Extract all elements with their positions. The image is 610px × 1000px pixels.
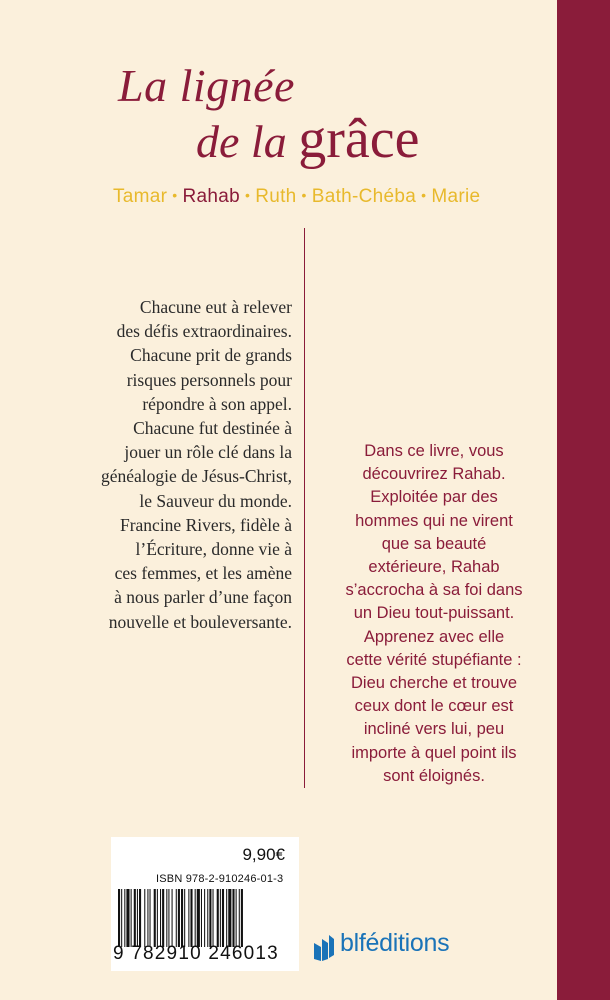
text-line: extérieure, Rahab xyxy=(368,558,500,577)
text-line: cette vérité stupéfiante : xyxy=(346,650,522,669)
barcode-bar xyxy=(190,889,192,947)
text-line: le Sauveur du monde. xyxy=(139,490,292,511)
text-line: Dieu cherche et trouve xyxy=(350,674,517,693)
barcode-bar xyxy=(209,889,211,947)
barcode-panel xyxy=(111,837,299,971)
barcode-bar xyxy=(137,889,138,947)
series-name: Ruth xyxy=(255,186,297,207)
barcode-bar xyxy=(124,889,125,947)
barcode-bar xyxy=(222,889,224,947)
text-line: ces femmes, et les amène xyxy=(114,563,292,584)
spine-band xyxy=(557,0,610,1000)
barcode-bar xyxy=(172,889,173,947)
barcode-bar xyxy=(150,889,151,947)
barcode-bar xyxy=(144,889,145,947)
separator-bullet: • xyxy=(421,187,427,203)
text-line: Francine Rivers, fidèle à xyxy=(119,514,292,535)
text-line: sont éloignés. xyxy=(383,766,485,785)
title-emphasis: grâce xyxy=(298,108,420,170)
book-title xyxy=(0,55,557,170)
barcode-bar xyxy=(228,889,231,947)
text-line: l’Écriture, donne vie à xyxy=(135,539,292,560)
text-line: Exploitée par des xyxy=(370,488,498,507)
barcode xyxy=(117,889,293,947)
barcode-bar xyxy=(131,889,132,947)
text-line: nouvelle et bouleversante. xyxy=(108,611,292,632)
text-line: généalogie de Jésus-Christ, xyxy=(101,466,292,487)
barcode-bar xyxy=(226,889,227,947)
barcode-bar xyxy=(232,889,234,947)
barcode-bar xyxy=(204,889,205,947)
barcode-bar xyxy=(126,889,129,947)
barcode-bar xyxy=(118,889,120,947)
series-name: Marie xyxy=(431,186,481,207)
barcode-bar xyxy=(181,889,183,947)
book-description xyxy=(318,440,550,788)
barcode-bar xyxy=(236,889,237,947)
barcode-bar xyxy=(134,889,136,947)
series-names xyxy=(113,186,533,208)
text-line: découvrirez Rahab. xyxy=(362,465,506,484)
barcode-bar xyxy=(197,889,200,947)
publisher-name: blféditions xyxy=(340,929,450,957)
text-line: jouer un rôle clé dans la xyxy=(124,442,292,463)
price: 9,90€ xyxy=(242,845,285,864)
barcode-bar xyxy=(207,889,208,947)
text-line: un Dieu tout-puissant. xyxy=(353,604,515,623)
barcode-bar xyxy=(239,889,240,947)
series-description xyxy=(60,295,292,634)
barcode-bar xyxy=(166,889,167,947)
title-line-2-prefix: de la xyxy=(196,116,287,167)
text-line: des défis extraordinaires. xyxy=(116,321,292,342)
barcode-bar xyxy=(178,889,180,947)
separator-bullet: • xyxy=(301,187,307,203)
barcode-digits: 9 782910 246013 xyxy=(113,943,279,964)
barcode-bar xyxy=(168,889,169,947)
barcode-bar xyxy=(188,889,189,947)
isbn-label: ISBN 978-2-910246-01-3 xyxy=(156,873,284,885)
barcode-bar xyxy=(157,889,158,947)
text-line: répondre à son appel. xyxy=(142,393,292,414)
text-line: s’accrocha à sa foi dans xyxy=(345,581,523,600)
barcode-bar xyxy=(220,889,221,947)
series-name: Bath-Chéba xyxy=(311,186,417,207)
text-line: importe à quel point ils xyxy=(351,743,517,762)
barcode-bar xyxy=(176,889,177,947)
barcode-bar xyxy=(160,889,161,947)
vertical-divider xyxy=(304,228,305,788)
barcode-bar xyxy=(195,889,196,947)
text-line: ceux dont le cœur est xyxy=(354,697,514,716)
text-line: Chacune prit de grands xyxy=(130,345,292,366)
text-line: hommes qui ne virent xyxy=(355,511,513,530)
title-line-2 xyxy=(196,107,419,171)
separator-bullet: • xyxy=(245,187,251,203)
text-line: que sa beauté xyxy=(381,534,487,553)
barcode-bar xyxy=(241,889,243,947)
series-name: Tamar xyxy=(113,186,168,207)
barcode-bar xyxy=(154,889,156,947)
barcode-bar xyxy=(201,889,202,947)
barcode-bar xyxy=(139,889,141,947)
text-line: Apprenez avec elle xyxy=(363,627,505,646)
series-name-current: Rahab xyxy=(182,186,240,207)
text-line: Chacune eut à relever xyxy=(139,297,292,317)
text-line: incliné vers lui, peu xyxy=(363,720,505,739)
title-line-1: La lignée xyxy=(118,60,295,111)
barcode-bar xyxy=(162,889,164,947)
barcode-bar xyxy=(147,889,148,947)
separator-bullet: • xyxy=(172,187,178,203)
text-line: Dans ce livre, vous xyxy=(364,442,504,460)
barcode-bar xyxy=(121,889,122,947)
text-line: Chacune fut destinée à xyxy=(133,418,292,439)
barcode-bar xyxy=(184,889,185,947)
barcode-bar xyxy=(217,889,219,947)
barcode-bar xyxy=(213,889,214,947)
book-icon xyxy=(312,933,336,961)
text-line: risques personnels pour xyxy=(126,369,292,390)
text-line: à nous parler d’une façon xyxy=(114,587,292,608)
